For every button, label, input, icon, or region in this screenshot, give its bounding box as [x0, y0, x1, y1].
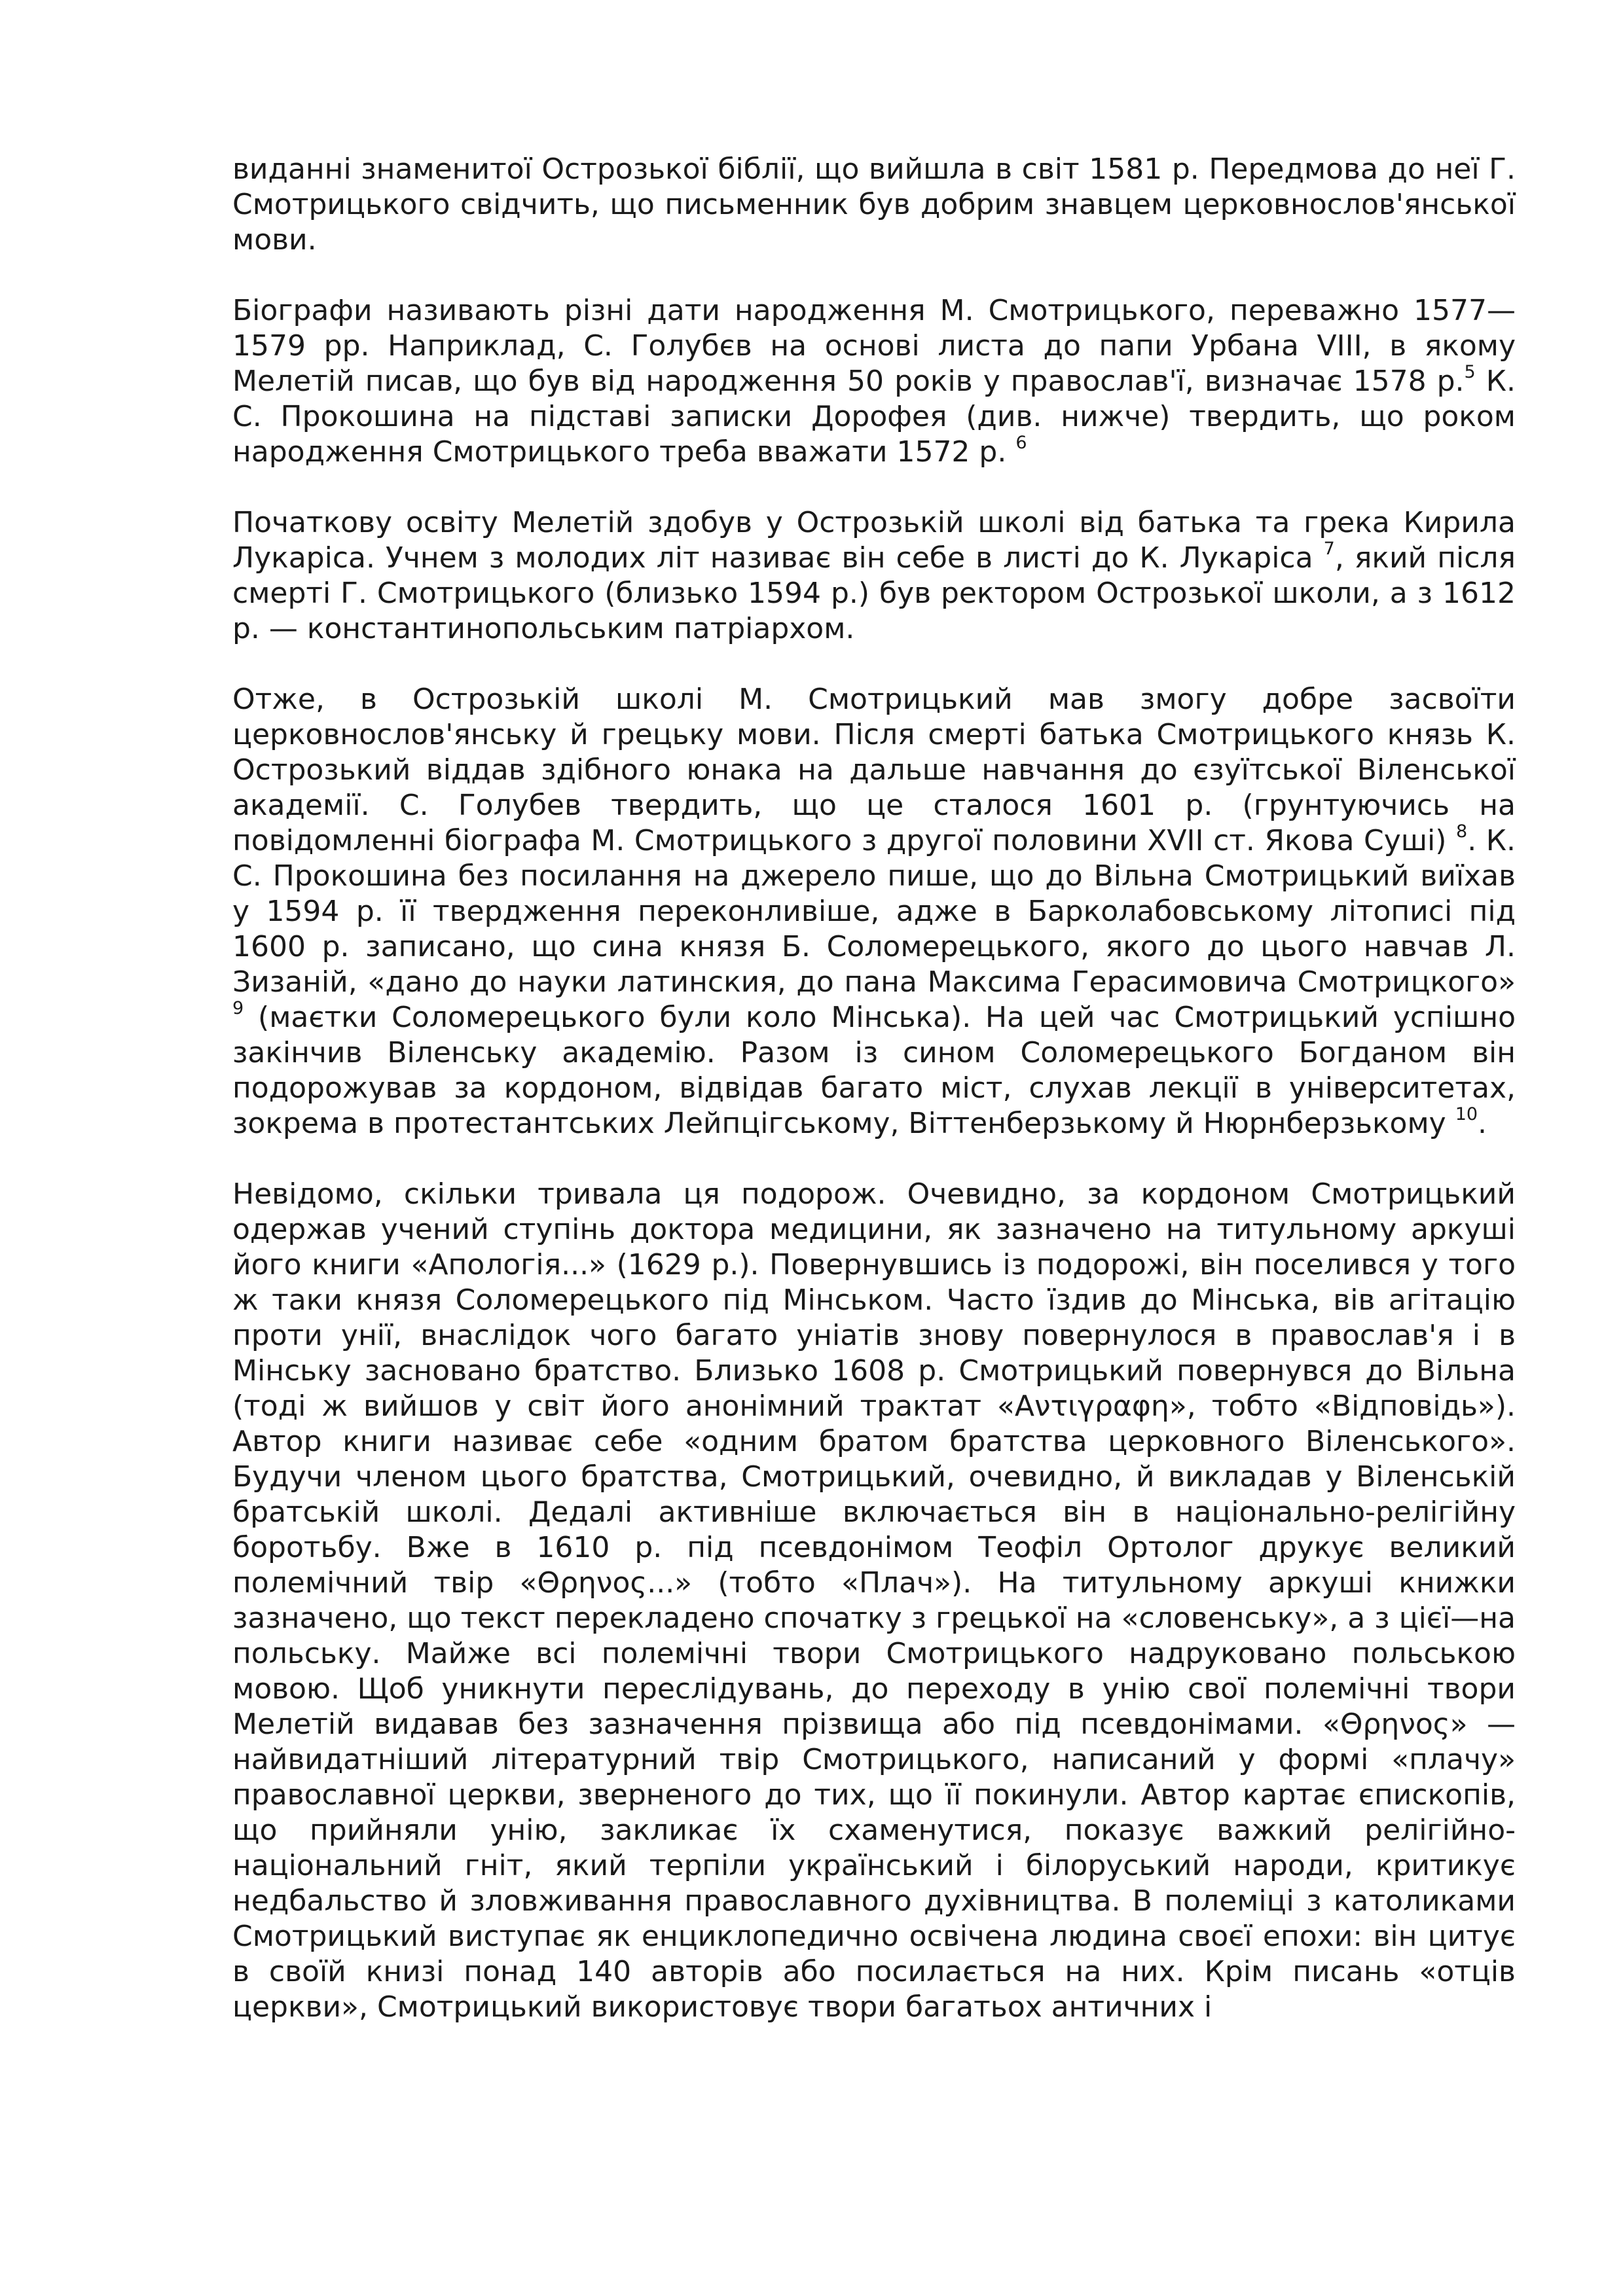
paragraph-text: Початкову освіту Мелетій здобув у Острозькій школі від батька та грека Кирила Лукаріса. Учнем з молодих літ називає він себе в листі до К. Лукаріса [232, 506, 1516, 575]
paragraph-text: К. С. Прокошина на підставі записки Дорофея (див. нижче) твердить, що роком народження Смотрицького треба вважати 1572 р. [232, 365, 1516, 469]
paragraph-text: . К. С. Прокошина без посилання на джерело пише, що до Вільна Смотрицький виїхав у 1594 р. її твердження переконливіше, адже в Барколабовському літописі під 1600 р. записано, що сина князя Б. Соломерецького, якого до цього навчав Л. Зизаній, «дано до науки латинския, до пана Максима Герасимовича Смотрицкого» [232, 824, 1516, 999]
paragraph-text: Невідомо, скільки тривала ця подорож. Очевидно, за кордоном Смотрицький одержав учений ступінь доктора медицини, як зазначено на титульному аркуші його книги «Апологія...» (1629 р.). Повернувшись із подорожі, він поселився у того ж таки князя Соломерецького під Мінськом. Часто їздив до Мінська, вів агітацію проти унії, внаслідок чого багато уніатів знову повернулося в православ'я і в Мінську засновано братство. Близько 1608 р. Смотрицький повернувся до Вільна (тоді ж вийшов у світ його анонімний трактат «Αντιγραφη», тобто «Відповідь»). Автор книги називає себе «одним братом братства церковного Віленського». Будучи членом цього братства, Смотрицький, очевидно, й викладав у Віленській братській школі. Дедалі активніше включається він в національно-релігійну боротьбу. Вже в 1610 р. під псевдонімом Теофіл Ортолог друкує великий полемічний твір «Θρηνος...» (тобто «Плач»). На титульному аркуші книжки зазначено, що текст перекладено спочатку з грецької на «словенську», а з цієї—на польську. Майже всі полемічні твори Смотрицького надруковано польською мовою. Щоб уникнути переслідувань, до переходу в унію свої полемічні твори Мелетій видавав без зазначення прізвища або під псевдонімами. «Θρηνος» — найвидатніший літературний твір Смотрицького, написаний у формі «плачу» православної церкви, зверненого до тих, що її покинули. Автор картає єпископів, що прийняли унію, закликає їх схаменутися, показує важкий релігійно-національний гніт, який терпіли український і білоруський народи, критикує недбальство й зловживання православного духівництва. В полеміці з католиками Смотрицький виступає як енциклопедично освічена людина своєї епохи: він цитує в своїй книзі понад 140 авторів або посилається на них. Крім писань «отців церкви», Смотрицький використовує твори багатьох античних і [232, 1177, 1516, 2024]
paragraph-text: (маєтки Соломерецького були коло Мінська). На цей час Смотрицький успішно закінчив Віленську академію. Разом із сином Соломерецького Богданом він подорожував за кордоном, відвідав багато міст, слухав лекції в університетах, зокрема в протестантських Лейпцігському, Віттенберзькому й Нюрнберзькому [232, 1001, 1516, 1140]
footnote-ref-7[interactable]: 7 [1323, 539, 1335, 560]
document-page [232, 152, 1516, 2025]
paragraph-vilnius-academy [232, 682, 1516, 1141]
footnote-ref-8[interactable]: 8 [1456, 821, 1468, 842]
paragraph-text: Отже, в Острозькій школі М. Смотрицький мав змогу добре засвоїти церковнослов'янську й грецьку мови. Після смерті батька Смотрицького князь К. Острозький віддав здібного юнака на дальше навчання до єзуїтської Віленської академії. С. Голубев твердить, що це сталося 1601 р. (грунтуючись на повідомленні біографа М. Смотрицького з другої половини XVII ст. Якова Суші) [232, 683, 1516, 857]
paragraph-early-education [232, 505, 1516, 647]
paragraph-text: . [1478, 1107, 1487, 1140]
paragraph-bible-edition [232, 152, 1516, 258]
paragraph-text: Біографи називають різні дати народження М. Смотрицького, переважно 1577—1579 рр. Наприклад, С. Голубєв на основі листа до папи Урбана VIII, в якому Мелетій писав, що був від народження 50 років у православ'ї, визначає 1578 р. [232, 294, 1516, 398]
paragraph-text: виданні знаменитої Острозької біблії, що вийшла в світ 1581 р. Передмова до неї Г. Смотрицького свідчить, що письменник був добрим знавцем церковнослов'янської мови. [232, 152, 1516, 257]
paragraph-travels-and-polemics [232, 1177, 1516, 2025]
paragraph-text: , який після смерті Г. Смотрицького (близько 1594 р.) був ректором Острозької школи, а з 1612 р. — константинопольським патріархом. [232, 541, 1516, 645]
footnote-ref-9[interactable]: 9 [232, 998, 244, 1019]
footnote-ref-5[interactable]: 5 [1464, 362, 1476, 383]
footnote-ref-10[interactable]: 10 [1455, 1104, 1478, 1125]
footnote-ref-6[interactable]: 6 [1015, 433, 1027, 454]
paragraph-birth-dates [232, 293, 1516, 470]
